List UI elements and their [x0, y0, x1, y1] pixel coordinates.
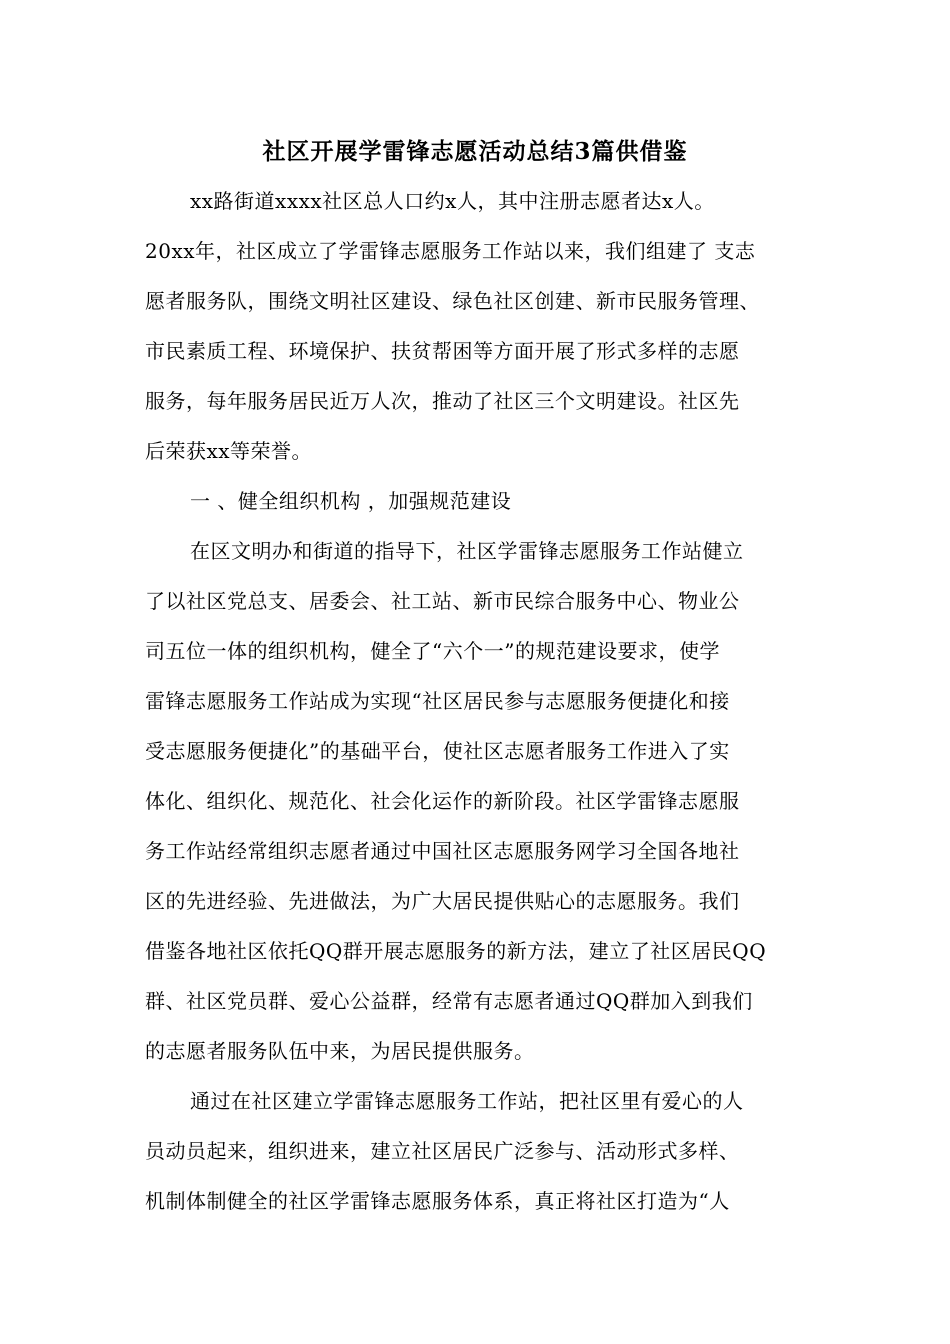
- body-line-9: 了以社区党总支、居委会、社工站、新市民综合服务中心、物业公: [145, 589, 740, 613]
- section-heading: 一 、健全组织机构 ，加强规范建设: [190, 489, 512, 513]
- body-line-13: 体化、组织化、规范化、社会化运作的新阶段。社区学雷锋志愿服: [145, 789, 740, 813]
- body-line-4: 市民素质工程、环境保护、扶贫帮困等方面开展了形式多样的志愿: [145, 339, 740, 363]
- body-line-15: 区的先进经验、先进做法，为广大居民提供贴心的志愿服务。我们: [145, 889, 740, 913]
- body-line-3: 愿者服务队，围绕文明社区建设、绿色社区创建、新市民服务管理、: [145, 289, 760, 313]
- body-line-19: 通过在社区建立学雷锋志愿服务工作站，把社区里有爱心的人: [190, 1089, 744, 1113]
- body-line-10: 司五位一体的组织机构，健全了“六个一”的规范建设要求，使学: [145, 639, 720, 663]
- body-line-21: 机制体制健全的社区学雷锋志愿服务体系，真正将社区打造为“人: [145, 1189, 730, 1213]
- body-line-16: 借鉴各地社区依托QQ群开展志愿服务的新方法，建立了社区居民QQ: [145, 939, 767, 963]
- document-title: 社区开展学雷锋志愿活动总结3篇供借鉴: [262, 138, 688, 165]
- body-line-11: 雷锋志愿服务工作站成为实现“社区居民参与志愿服务便捷化和接: [145, 689, 730, 713]
- body-line-18: 的志愿者服务队伍中来，为居民提供服务。: [145, 1039, 535, 1063]
- body-line-1: xx路街道xxxx社区总人口约x人，其中注册志愿者达x人。: [190, 189, 715, 213]
- body-line-8: 在区文明办和街道的指导下，社区学雷锋志愿服务工作站健立: [190, 539, 744, 563]
- body-line-5: 服务，每年服务居民近万人次，推动了社区三个文明建设。社区先: [145, 389, 740, 413]
- body-line-2: 20xx年，社区成立了学雷锋志愿服务工作站以来，我们组建了 支志: [145, 239, 756, 263]
- body-line-6: 后荣获xx等荣誉。: [145, 439, 313, 463]
- body-line-12: 受志愿服务便捷化”的基础平台，使社区志愿者服务工作进入了实: [145, 739, 730, 763]
- body-line-20: 员动员起来，组织进来，建立社区居民广泛参与、活动形式多样、: [145, 1139, 740, 1163]
- body-line-17: 群、社区党员群、爱心公益群，经常有志愿者通过QQ群加入到我们: [145, 989, 753, 1013]
- body-line-14: 务工作站经常组织志愿者通过中国社区志愿服务网学习全国各地社: [145, 839, 740, 863]
